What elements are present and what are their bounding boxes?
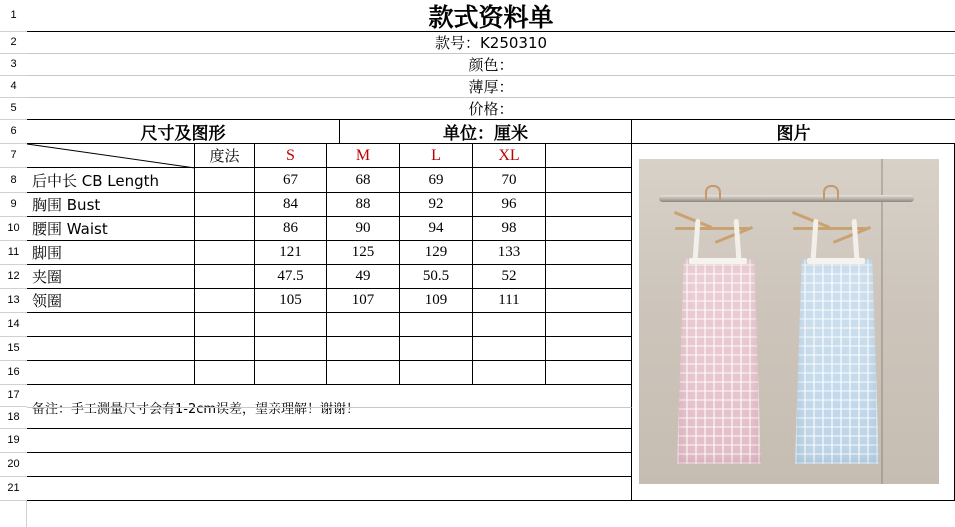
measure-value-s: 47.5	[255, 265, 327, 289]
hanger-hook-right	[823, 185, 839, 201]
field-row-thickness	[27, 76, 955, 98]
measure-value-s: 105	[255, 289, 327, 313]
measure-value-l: 50.5	[400, 265, 473, 289]
measure-value-s: 67	[255, 168, 327, 193]
section-header-unit: 单位：厘米	[340, 120, 632, 144]
measure-value-xl: 111	[473, 289, 546, 313]
measure-value-s: 84	[255, 193, 327, 217]
measure-value-xl	[473, 337, 546, 361]
measure-row-spacer	[546, 289, 632, 313]
field-row-price	[27, 98, 955, 120]
measure-label: 脚围	[27, 241, 195, 265]
measure-value-xl	[473, 313, 546, 337]
dress-strap	[811, 219, 819, 261]
row-header[interactable]: 4	[0, 76, 27, 98]
measure-value-s: 86	[255, 217, 327, 241]
note-underline	[27, 407, 632, 429]
row-header[interactable]: 8	[0, 168, 27, 193]
measure-method-header: 度法	[195, 144, 255, 168]
measure-value-l: 129	[400, 241, 473, 265]
size-header-spacer	[546, 144, 632, 168]
dress-blue	[781, 219, 891, 474]
dress-body	[677, 259, 761, 464]
measure-method-cell	[195, 265, 255, 289]
measure-label	[27, 361, 195, 385]
measure-label: 腰围 Waist	[27, 217, 195, 241]
measure-value-l: 94	[400, 217, 473, 241]
field-row-color	[27, 54, 955, 76]
measure-method-cell	[195, 217, 255, 241]
measure-value-xl	[473, 361, 546, 385]
measure-method-cell	[195, 168, 255, 193]
measure-row-spacer	[546, 313, 632, 337]
measure-value-xl: 52	[473, 265, 546, 289]
measure-value-xl: 133	[473, 241, 546, 265]
row-header[interactable]: 7	[0, 144, 27, 168]
row-header[interactable]: 18	[0, 407, 27, 429]
measure-label	[27, 313, 195, 337]
measure-method-corner	[27, 144, 195, 168]
empty-row	[27, 429, 632, 453]
measure-label: 胸围 Bust	[27, 193, 195, 217]
row-header[interactable]: 13	[0, 289, 27, 313]
clothing-rail	[659, 195, 914, 202]
measure-value-s	[255, 313, 327, 337]
size-header-l: L	[400, 144, 473, 168]
product-photo	[639, 159, 939, 484]
dress-neckline-trim	[807, 258, 865, 264]
measure-method-cell	[195, 289, 255, 313]
field-label-thickness: 薄厚：	[468, 78, 514, 96]
note-text: 备注：手工测量尺寸会有1-2cm误差，望亲理解！谢谢！	[27, 385, 632, 429]
measure-value-l	[400, 313, 473, 337]
measure-value-l	[400, 337, 473, 361]
measure-value-m: 49	[327, 265, 400, 289]
field-label-price: 价格：	[468, 100, 514, 118]
row-header[interactable]: 1	[0, 0, 27, 32]
section-header-picture: 图片	[632, 120, 955, 144]
measure-row-spacer	[546, 241, 632, 265]
size-header-m: M	[327, 144, 400, 168]
measure-value-s	[255, 337, 327, 361]
dress-strap	[693, 219, 701, 261]
measure-value-l: 69	[400, 168, 473, 193]
measure-value-m: 125	[327, 241, 400, 265]
measure-method-cell	[195, 337, 255, 361]
field-label-color: 颜色：	[468, 56, 514, 74]
measure-label	[27, 337, 195, 361]
field-row-style-no	[27, 32, 955, 54]
measure-value-m	[327, 337, 400, 361]
measure-value-xl: 98	[473, 217, 546, 241]
page-title: 款式资料单	[27, 0, 955, 32]
measure-method-cell	[195, 241, 255, 265]
measure-row-spacer	[546, 265, 632, 289]
measure-method-cell	[195, 313, 255, 337]
row-header-column	[0, 0, 27, 527]
measure-method-cell	[195, 361, 255, 385]
measure-label: 后中长 CB Length	[27, 168, 195, 193]
measure-value-m: 68	[327, 168, 400, 193]
row-header[interactable]: 19	[0, 429, 27, 453]
measure-value-m: 90	[327, 217, 400, 241]
row-header[interactable]: 2	[0, 32, 27, 54]
measure-value-xl: 70	[473, 168, 546, 193]
measure-row-spacer	[546, 337, 632, 361]
row-header[interactable]: 15	[0, 337, 27, 361]
row-header[interactable]: 11	[0, 241, 27, 265]
measure-value-m	[327, 313, 400, 337]
measure-value-m: 88	[327, 193, 400, 217]
row-header[interactable]: 14	[0, 313, 27, 337]
row-header[interactable]: 21	[0, 477, 27, 501]
measure-value-m	[327, 361, 400, 385]
hanger-hook-left	[705, 185, 721, 201]
dress-neckline-trim	[689, 258, 747, 264]
empty-row	[27, 477, 632, 501]
measure-row-spacer	[546, 361, 632, 385]
row-header[interactable]: 6	[0, 120, 27, 144]
measure-label: 领圈	[27, 289, 195, 313]
measure-value-l: 92	[400, 193, 473, 217]
measure-value-s	[255, 361, 327, 385]
row-header[interactable]: 12	[0, 265, 27, 289]
measure-value-xl: 96	[473, 193, 546, 217]
measure-method-cell	[195, 193, 255, 217]
row-header[interactable]: 10	[0, 217, 27, 241]
row-header[interactable]: 3	[0, 54, 27, 76]
dress-strap	[852, 219, 860, 261]
dress-body	[795, 259, 879, 464]
size-header-s: S	[255, 144, 327, 168]
size-header-xl: XL	[473, 144, 546, 168]
measure-value-l: 109	[400, 289, 473, 313]
empty-row	[27, 453, 632, 477]
measure-row-spacer	[546, 193, 632, 217]
field-value-style-no: K250310	[479, 33, 548, 52]
measure-row-spacer	[546, 168, 632, 193]
measure-value-l	[400, 361, 473, 385]
picture-cell	[632, 144, 955, 501]
row-header[interactable]: 5	[0, 98, 27, 120]
measure-label: 夹圈	[27, 265, 195, 289]
sheet-grid	[27, 0, 955, 527]
section-header-size-figure: 尺寸及图形	[27, 120, 340, 144]
dress-pink	[663, 219, 773, 474]
row-header[interactable]: 20	[0, 453, 27, 477]
row-header[interactable]: 9	[0, 193, 27, 217]
field-label-style-no: 款号：	[434, 34, 480, 52]
dress-strap	[734, 219, 742, 261]
row-header[interactable]: 16	[0, 361, 27, 385]
measure-value-s: 121	[255, 241, 327, 265]
measure-value-m: 107	[327, 289, 400, 313]
row-header[interactable]: 17	[0, 385, 27, 407]
measure-row-spacer	[546, 217, 632, 241]
